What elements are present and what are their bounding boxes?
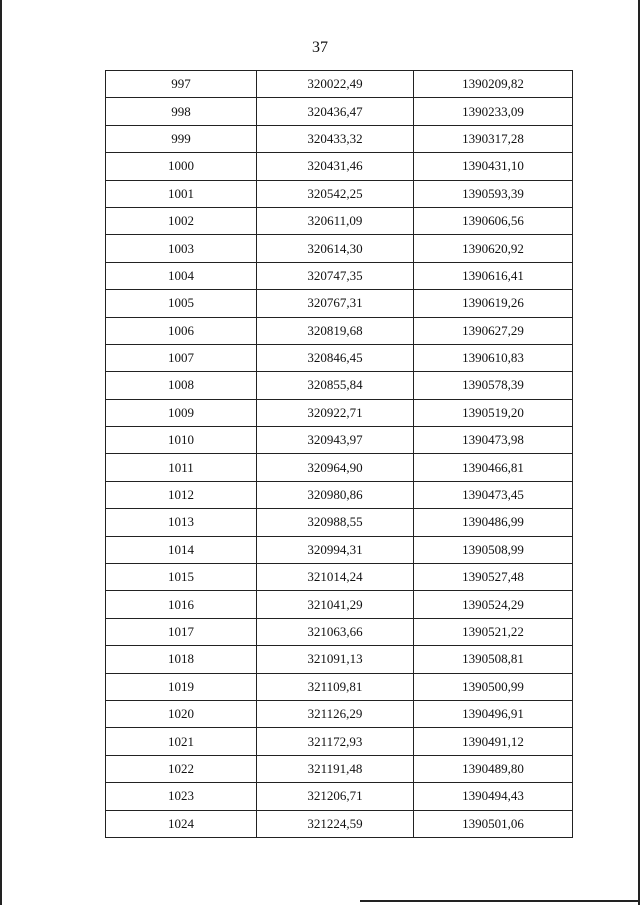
y-coordinate-cell: 1390527,48 xyxy=(414,564,573,591)
point-number-cell: 1014 xyxy=(106,536,257,563)
table-row xyxy=(106,536,573,563)
point-number-cell: 1017 xyxy=(106,618,257,645)
coordinates-table-body xyxy=(106,71,573,838)
table-row xyxy=(106,290,573,317)
y-coordinate-cell: 1390489,80 xyxy=(414,755,573,782)
point-number-cell: 1015 xyxy=(106,564,257,591)
x-coordinate-cell: 320994,31 xyxy=(257,536,414,563)
x-coordinate-cell: 320611,09 xyxy=(257,207,414,234)
x-coordinate-cell: 320922,71 xyxy=(257,399,414,426)
point-number-cell: 1009 xyxy=(106,399,257,426)
x-coordinate-cell: 320431,46 xyxy=(257,153,414,180)
point-number-cell: 1020 xyxy=(106,700,257,727)
table-row xyxy=(106,755,573,782)
y-coordinate-cell: 1390616,41 xyxy=(414,262,573,289)
x-coordinate-cell: 321206,71 xyxy=(257,783,414,810)
y-coordinate-cell: 1390619,26 xyxy=(414,290,573,317)
point-number-cell: 1006 xyxy=(106,317,257,344)
point-number-cell: 998 xyxy=(106,98,257,125)
table-row xyxy=(106,454,573,481)
x-coordinate-cell: 320022,49 xyxy=(257,71,414,98)
table-row xyxy=(106,262,573,289)
x-coordinate-cell: 321091,13 xyxy=(257,646,414,673)
table-row xyxy=(106,235,573,262)
point-number-cell: 1000 xyxy=(106,153,257,180)
y-coordinate-cell: 1390593,39 xyxy=(414,180,573,207)
y-coordinate-cell: 1390524,29 xyxy=(414,591,573,618)
point-number-cell: 1001 xyxy=(106,180,257,207)
y-coordinate-cell: 1390606,56 xyxy=(414,207,573,234)
x-coordinate-cell: 320846,45 xyxy=(257,344,414,371)
y-coordinate-cell: 1390501,06 xyxy=(414,810,573,837)
x-coordinate-cell: 320980,86 xyxy=(257,481,414,508)
point-number-cell: 1007 xyxy=(106,344,257,371)
y-coordinate-cell: 1390473,98 xyxy=(414,427,573,454)
y-coordinate-cell: 1390491,12 xyxy=(414,728,573,755)
x-coordinate-cell: 321224,59 xyxy=(257,810,414,837)
y-coordinate-cell: 1390578,39 xyxy=(414,372,573,399)
point-number-cell: 997 xyxy=(106,71,257,98)
x-coordinate-cell: 320988,55 xyxy=(257,509,414,536)
table-row xyxy=(106,673,573,700)
table-row xyxy=(106,509,573,536)
point-number-cell: 1024 xyxy=(106,810,257,837)
x-coordinate-cell: 320542,25 xyxy=(257,180,414,207)
table-row xyxy=(106,481,573,508)
y-coordinate-cell: 1390473,45 xyxy=(414,481,573,508)
table-row xyxy=(106,317,573,344)
x-coordinate-cell: 320819,68 xyxy=(257,317,414,344)
x-coordinate-cell: 321126,29 xyxy=(257,700,414,727)
table-row xyxy=(106,180,573,207)
scan-line-bottom xyxy=(360,900,640,902)
y-coordinate-cell: 1390508,81 xyxy=(414,646,573,673)
x-coordinate-cell: 320964,90 xyxy=(257,454,414,481)
point-number-cell: 1012 xyxy=(106,481,257,508)
point-number-cell: 1002 xyxy=(106,207,257,234)
x-coordinate-cell: 321041,29 xyxy=(257,591,414,618)
y-coordinate-cell: 1390508,99 xyxy=(414,536,573,563)
table-row xyxy=(106,344,573,371)
point-number-cell: 1022 xyxy=(106,755,257,782)
x-coordinate-cell: 321109,81 xyxy=(257,673,414,700)
y-coordinate-cell: 1390610,83 xyxy=(414,344,573,371)
table-row xyxy=(106,399,573,426)
point-number-cell: 1003 xyxy=(106,235,257,262)
table-row xyxy=(106,372,573,399)
point-number-cell: 1008 xyxy=(106,372,257,399)
point-number-cell: 999 xyxy=(106,125,257,152)
table-row xyxy=(106,728,573,755)
table-row xyxy=(106,71,573,98)
table-row xyxy=(106,207,573,234)
point-number-cell: 1019 xyxy=(106,673,257,700)
point-number-cell: 1004 xyxy=(106,262,257,289)
scan-edge-left xyxy=(0,0,2,905)
coordinates-table xyxy=(105,70,573,838)
y-coordinate-cell: 1390627,29 xyxy=(414,317,573,344)
x-coordinate-cell: 320747,35 xyxy=(257,262,414,289)
y-coordinate-cell: 1390519,20 xyxy=(414,399,573,426)
x-coordinate-cell: 321191,48 xyxy=(257,755,414,782)
point-number-cell: 1005 xyxy=(106,290,257,317)
table-row xyxy=(106,98,573,125)
table-row xyxy=(106,427,573,454)
point-number-cell: 1010 xyxy=(106,427,257,454)
x-coordinate-cell: 321172,93 xyxy=(257,728,414,755)
x-coordinate-cell: 320436,47 xyxy=(257,98,414,125)
table-row xyxy=(106,153,573,180)
x-coordinate-cell: 321014,24 xyxy=(257,564,414,591)
point-number-cell: 1021 xyxy=(106,728,257,755)
y-coordinate-cell: 1390496,91 xyxy=(414,700,573,727)
point-number-cell: 1023 xyxy=(106,783,257,810)
y-coordinate-cell: 1390486,99 xyxy=(414,509,573,536)
table-row xyxy=(106,564,573,591)
x-coordinate-cell: 321063,66 xyxy=(257,618,414,645)
y-coordinate-cell: 1390620,92 xyxy=(414,235,573,262)
table-row xyxy=(106,810,573,837)
y-coordinate-cell: 1390494,43 xyxy=(414,783,573,810)
table-row xyxy=(106,646,573,673)
point-number-cell: 1011 xyxy=(106,454,257,481)
y-coordinate-cell: 1390317,28 xyxy=(414,125,573,152)
x-coordinate-cell: 320614,30 xyxy=(257,235,414,262)
x-coordinate-cell: 320433,32 xyxy=(257,125,414,152)
table-row xyxy=(106,700,573,727)
y-coordinate-cell: 1390233,09 xyxy=(414,98,573,125)
point-number-cell: 1018 xyxy=(106,646,257,673)
y-coordinate-cell: 1390500,99 xyxy=(414,673,573,700)
table-row xyxy=(106,783,573,810)
table-row xyxy=(106,591,573,618)
point-number-cell: 1016 xyxy=(106,591,257,618)
point-number-cell: 1013 xyxy=(106,509,257,536)
table-row xyxy=(106,125,573,152)
y-coordinate-cell: 1390466,81 xyxy=(414,454,573,481)
y-coordinate-cell: 1390209,82 xyxy=(414,71,573,98)
x-coordinate-cell: 320855,84 xyxy=(257,372,414,399)
x-coordinate-cell: 320767,31 xyxy=(257,290,414,317)
y-coordinate-cell: 1390431,10 xyxy=(414,153,573,180)
x-coordinate-cell: 320943,97 xyxy=(257,427,414,454)
y-coordinate-cell: 1390521,22 xyxy=(414,618,573,645)
table-row xyxy=(106,618,573,645)
page-number: 37 xyxy=(312,39,328,56)
